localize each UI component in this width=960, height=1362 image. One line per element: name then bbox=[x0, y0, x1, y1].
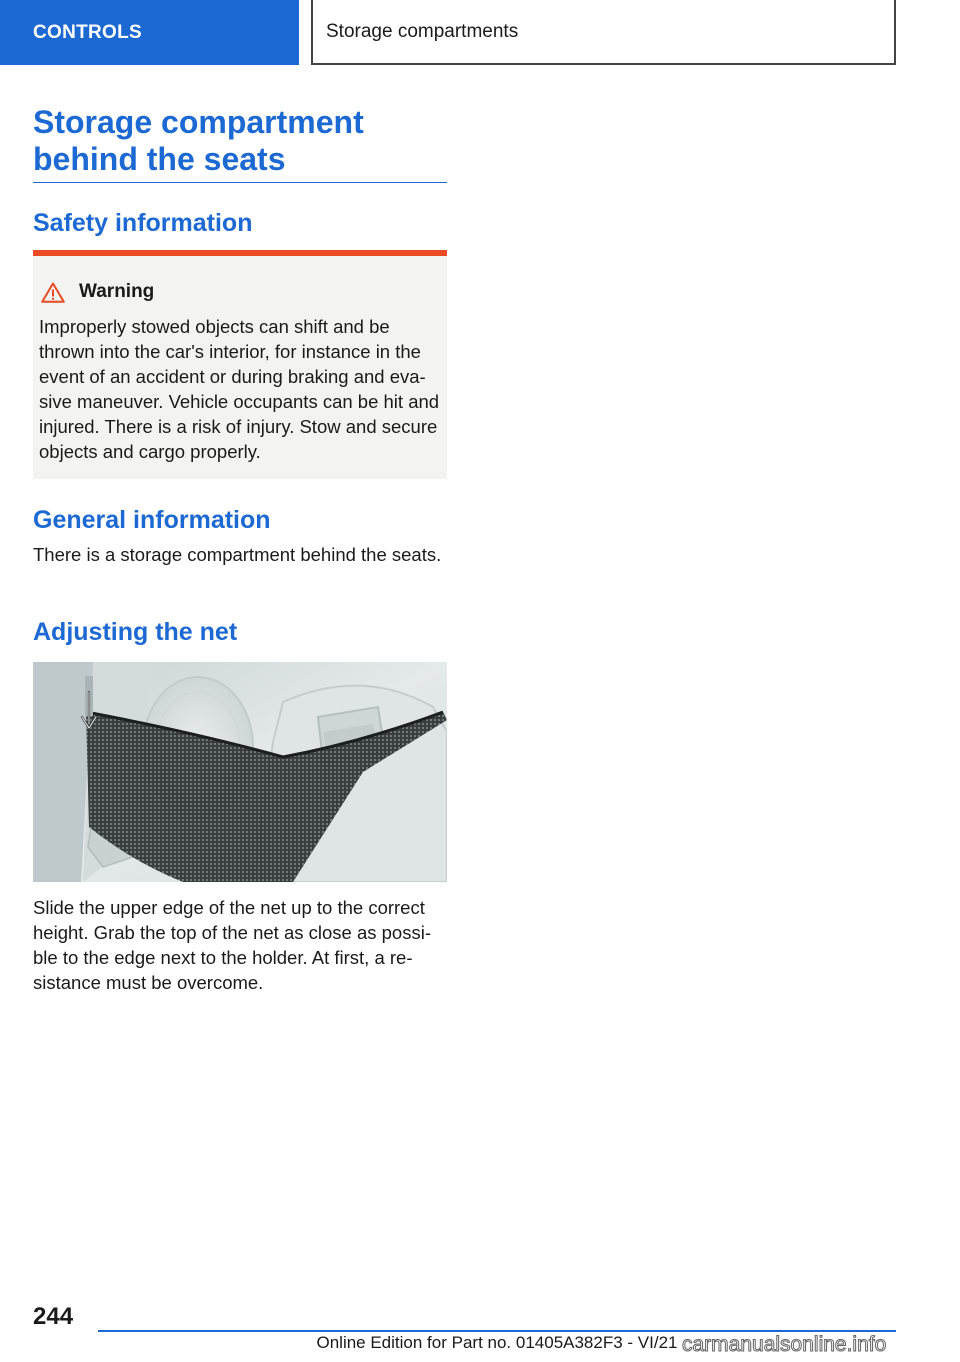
general-heading: General information bbox=[33, 506, 271, 534]
warning-triangle-icon bbox=[41, 282, 65, 303]
adjusting-heading: Adjusting the net bbox=[33, 618, 238, 646]
title-divider bbox=[33, 182, 447, 183]
footer-divider bbox=[98, 1330, 896, 1332]
warning-header bbox=[41, 281, 154, 303]
storage-net-illustration bbox=[33, 662, 447, 882]
warning-text: Improperly stowed objects can shift and be thrown into the car's interior, for instance in the event of an accident or during braking and evasive maneuver. Vehicle occupants can be hit and injured. There is a risk of injury. Stow and secure objects and cargo properly. bbox=[39, 316, 440, 462]
section-tab bbox=[0, 0, 299, 65]
chapter-tab bbox=[311, 0, 896, 65]
edition-text: Online Edition for Part no. 01405A382F3 - VI/21 bbox=[316, 1333, 678, 1352]
watermark: carmanualsonline.info bbox=[682, 1333, 887, 1356]
chapter-label: Storage compartments bbox=[326, 20, 519, 42]
section-label: CONTROLS bbox=[33, 21, 143, 43]
general-text: There is a storage compartment behind the seats. bbox=[33, 544, 442, 565]
page-title-line-2: behind the seats bbox=[33, 141, 286, 177]
warning-label: Warning bbox=[79, 281, 155, 302]
page-number: 244 bbox=[33, 1303, 74, 1330]
safety-heading: Safety information bbox=[33, 209, 253, 237]
adjusting-text: Slide the upper edge of the net up to the correct height. Grab the top of the net as close as possible to the edge next to the holder. At first, a resistance must be overcome. bbox=[33, 897, 431, 993]
page-title bbox=[33, 104, 447, 178]
warning-box bbox=[33, 250, 447, 479]
page-title-line-1: Storage compartment bbox=[33, 104, 364, 140]
